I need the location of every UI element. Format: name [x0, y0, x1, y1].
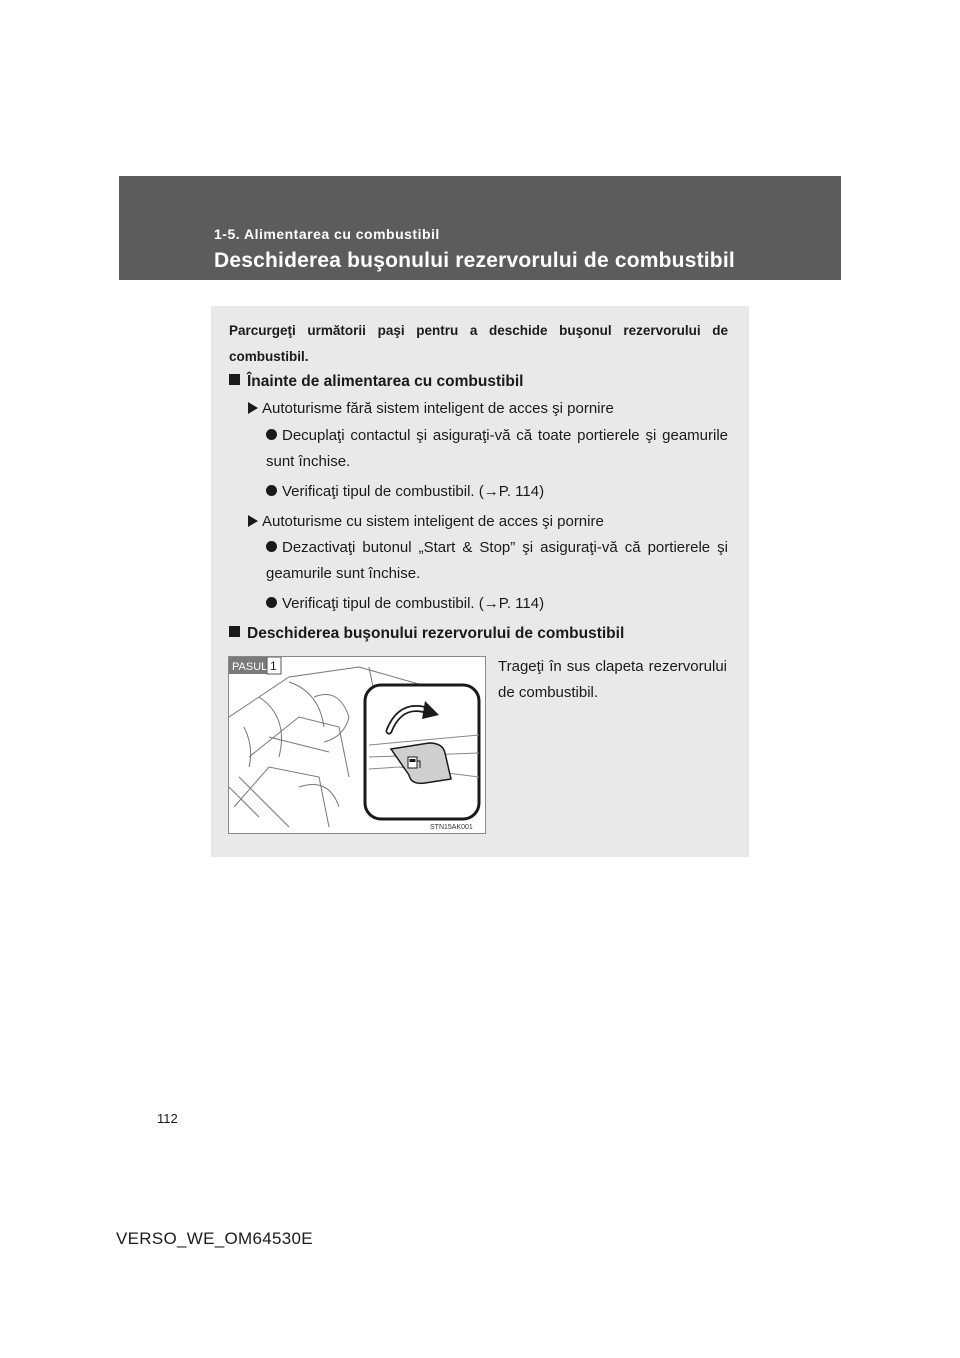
condition-with-smart-key: Autoturisme cu sistem inteligent de acces şi pornire: [248, 513, 604, 530]
square-bullet-icon: [229, 374, 240, 385]
page-number: 112: [157, 1111, 178, 1126]
list-item: Verificaţi tipul de combustibil. (→P. 114): [266, 479, 728, 505]
step-instruction: Trageţi în sus clapeta rezervorului de combustibil.: [498, 658, 727, 701]
page-title: Deschiderea buşonului rezervorului de combustibil: [214, 249, 735, 272]
illustration-code: STN15AK001: [430, 824, 473, 831]
triangle-arrow-icon: [248, 402, 258, 414]
condition-without-smart-key: Autoturisme fără sistem inteligent de acces şi pornire: [248, 400, 614, 417]
square-bullet-icon: [229, 626, 240, 637]
bullet-dot-icon: [266, 597, 277, 608]
section-header: [119, 176, 841, 280]
triangle-arrow-icon: [248, 515, 258, 527]
bullet-dot-icon: [266, 429, 277, 440]
fuel-door-lever-illustration: [228, 656, 486, 834]
list-item: Decuplaţi contactul şi asiguraţi-vă că toate portierele şi geamurile sunt închise.: [266, 427, 728, 470]
illustration-svg: [229, 657, 485, 833]
heading-before-refuel: Înainte de alimentarea cu combustibil: [229, 373, 524, 391]
step-number: 1: [270, 659, 277, 673]
bullet-dot-icon: [266, 485, 277, 496]
section-label: 1-5. Alimentarea cu combustibil: [214, 226, 440, 242]
document-id: VERSO_WE_OM64530E: [116, 1229, 313, 1248]
heading-opening-cap: Deschiderea buşonului rezervorului de combustibil: [229, 625, 624, 643]
step-label: PASUL: [232, 661, 268, 673]
list-item: Dezactivaţi butonul „Start & Stop” şi asiguraţi-vă că portierele şi geamurile sunt închise.: [266, 539, 728, 582]
bullet-dot-icon: [266, 541, 277, 552]
list-item: Verificaţi tipul de combustibil. (→P. 114): [266, 591, 728, 617]
intro-text: Parcurgeţi următorii paşi pentru a deschide buşonul rezervorului de combustibil.: [229, 323, 728, 364]
